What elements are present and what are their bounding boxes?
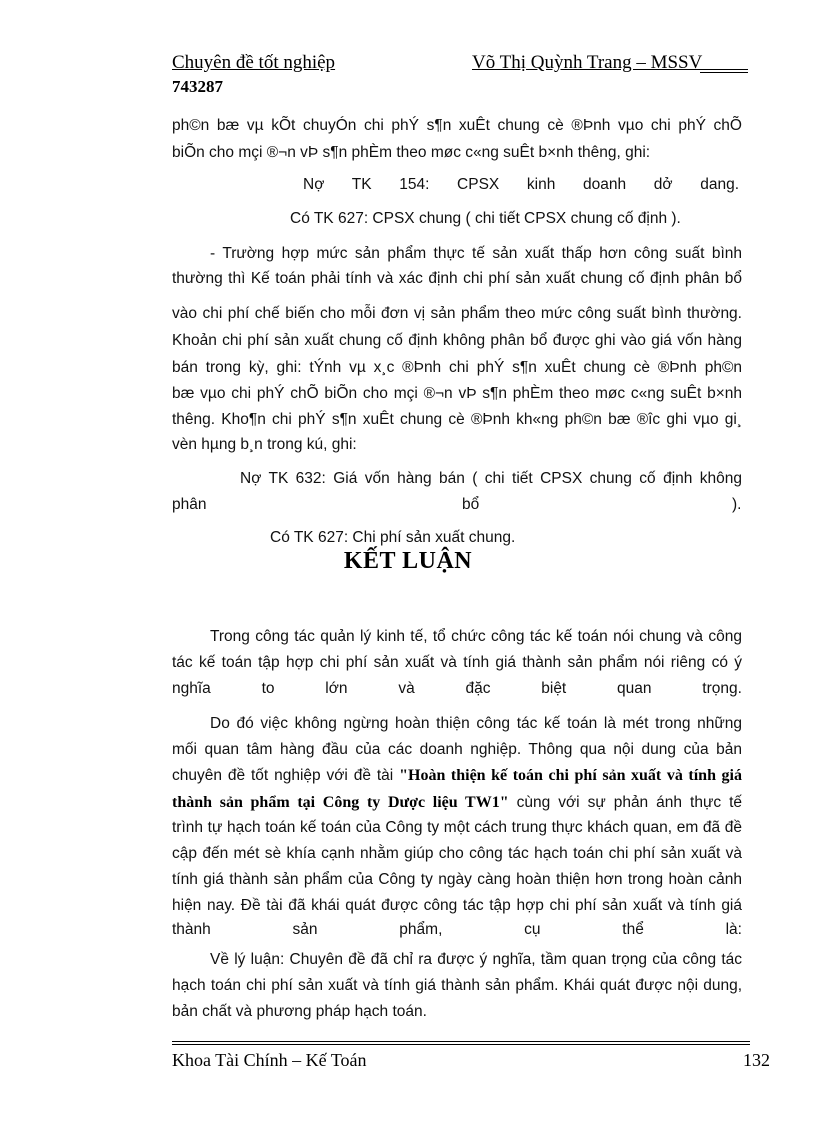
body-line: mối quan tâm hàng đầu của các doanh nghiệp. Thông qua nội dung của bản	[172, 741, 742, 758]
word: phẩm,	[399, 921, 443, 938]
body-line	[172, 763, 742, 790]
word: sản	[292, 921, 318, 938]
body-line: Về lý luận: Chuyên đề đã chỉ ra được ý nghĩa, tầm quan trọng của công tác	[210, 951, 742, 968]
entry-word: ).	[732, 496, 742, 513]
body-line: vèn hµng b¸n trong kú, ghi:	[172, 436, 357, 453]
body-line: bæ vµo chi phÝ chÕ biÕn cho mçi ®¬n vÞ s¶n phÈm theo møc c«ng suÊt b×nh	[172, 385, 742, 402]
word: là:	[725, 921, 742, 938]
header-title: Chuyên đề tốt nghiệp	[172, 52, 336, 73]
body-line: cập đến mét sè khía cạnh nhằm giúp cho công tác hạch toán chi phí sản xuất và	[172, 845, 742, 862]
journal-entry-continued	[172, 492, 742, 519]
header-author: Võ Thị Quỳnh Trang – MSSV	[472, 52, 703, 73]
body-line: thường thì Kế toán phải tính và xác định chi phí sản xuất chung cố định phân bổ	[172, 270, 742, 287]
body-line: - Trường hợp mức sản phẩm thực tế sản xuất thấp hơn công suất bình	[210, 245, 742, 262]
word: thành	[172, 921, 211, 938]
word: quan	[617, 680, 652, 697]
body-text: chuyên đề tốt nghiệp với đề tài	[172, 767, 400, 784]
word: nghĩa	[172, 680, 211, 697]
body-line: tính giá thành sản phẩm của Công ty ngày càng hoàn thiện hơn trong hoàn cảnh	[172, 871, 742, 888]
body-line: thêng. Kho¶n chi phÝ s¶n xuÊt chung cè ®Þnh kh«ng ph©n bæ ®îc ghi vµo gi¸	[172, 411, 742, 428]
body-line-spread	[172, 676, 742, 703]
page-number: 132	[743, 1050, 770, 1070]
word: cụ	[524, 921, 541, 938]
thesis-title: thành sản phẩm tại Công ty Dược liệu TW1"	[172, 794, 509, 811]
body-line: hạch toán chi phí sản xuất và tính giá thành sản phẩm. Khái quát được nội dung,	[172, 977, 742, 994]
journal-entry: Có TK 627: Chi phí sản xuất chung.	[270, 529, 516, 546]
body-line: bán trong kỳ, ghi: tÝnh vµ x¸c ®Þnh chi phÝ s¶n xuÊt chung cè ®Þnh ph©n	[172, 359, 742, 376]
body-line: vào chi phí chế biến cho mỗi đơn vị sản phẩm theo mức công suất bình thường.	[172, 305, 742, 322]
footer-rule	[172, 1044, 750, 1045]
thesis-title: "Hoàn thiện kế toán chi phí sản xuất và tính giá	[399, 767, 742, 784]
body-line: Khoản chi phí sản xuất chung cố định không phân bổ được ghi vào giá vốn hàng	[172, 332, 742, 349]
journal-entry: Nợ TK 154: CPSX kinh doanh dở dang.	[303, 176, 739, 193]
word: biệt	[541, 680, 567, 697]
body-line: Do đó việc không ngừng hoàn thiện công tác kế toán là mét trong những	[210, 715, 742, 732]
entry-word: bổ	[462, 496, 480, 513]
body-line: ph©n bæ vµ kÕt chuyÓn chi phÝ s¶n xuÊt chung cè ®Þnh vµo chi phÝ chÕ	[172, 117, 742, 134]
journal-entry: Có TK 627: CPSX chung ( chi tiết CPSX chung cố định ).	[290, 210, 681, 227]
body-line: tác kế toán tập hợp chi phí sản xuất và tính giá thành sản phẩm nói riêng có ý	[172, 654, 742, 671]
journal-entry: Nợ TK 632: Giá vốn hàng bán ( chi tiết CPSX chung cố định không	[240, 470, 742, 487]
header-rule	[700, 72, 748, 73]
word: to	[261, 680, 275, 697]
entry-word: phân	[172, 496, 207, 513]
footer-rule	[172, 1041, 750, 1042]
word: đặc	[465, 680, 491, 697]
body-line: Trong công tác quản lý kinh tế, tổ chức công tác kế toán nói chung và công	[210, 628, 742, 645]
word: lớn	[325, 680, 348, 697]
body-line	[172, 790, 742, 817]
body-line-spread	[172, 917, 742, 944]
word: thể	[622, 921, 644, 938]
body-line: hiện nay. Đề tài đã khái quát được công tác tập hợp chi phí sản xuất và tính giá	[172, 897, 742, 914]
body-line: trình tự hạch toán kế toán của Công ty một cách trung thực khách quan, em đã đề	[172, 819, 742, 836]
word: trọng.	[702, 680, 742, 697]
word: và	[398, 680, 415, 697]
header-rule	[700, 69, 748, 70]
body-text: cùng với sự phản ánh thực tế	[508, 794, 743, 811]
section-title: KẾT LUẬN	[343, 548, 473, 574]
body-line: bản chất và phương pháp hạch toán.	[172, 1003, 427, 1020]
header-student-id: 743287	[172, 77, 223, 96]
footer-department: Khoa Tài Chính – Kế Toán	[172, 1050, 367, 1070]
body-line: biÕn cho mçi ®¬n vÞ s¶n phÈm theo møc c«ng suÊt b×nh thêng, ghi:	[172, 144, 651, 161]
